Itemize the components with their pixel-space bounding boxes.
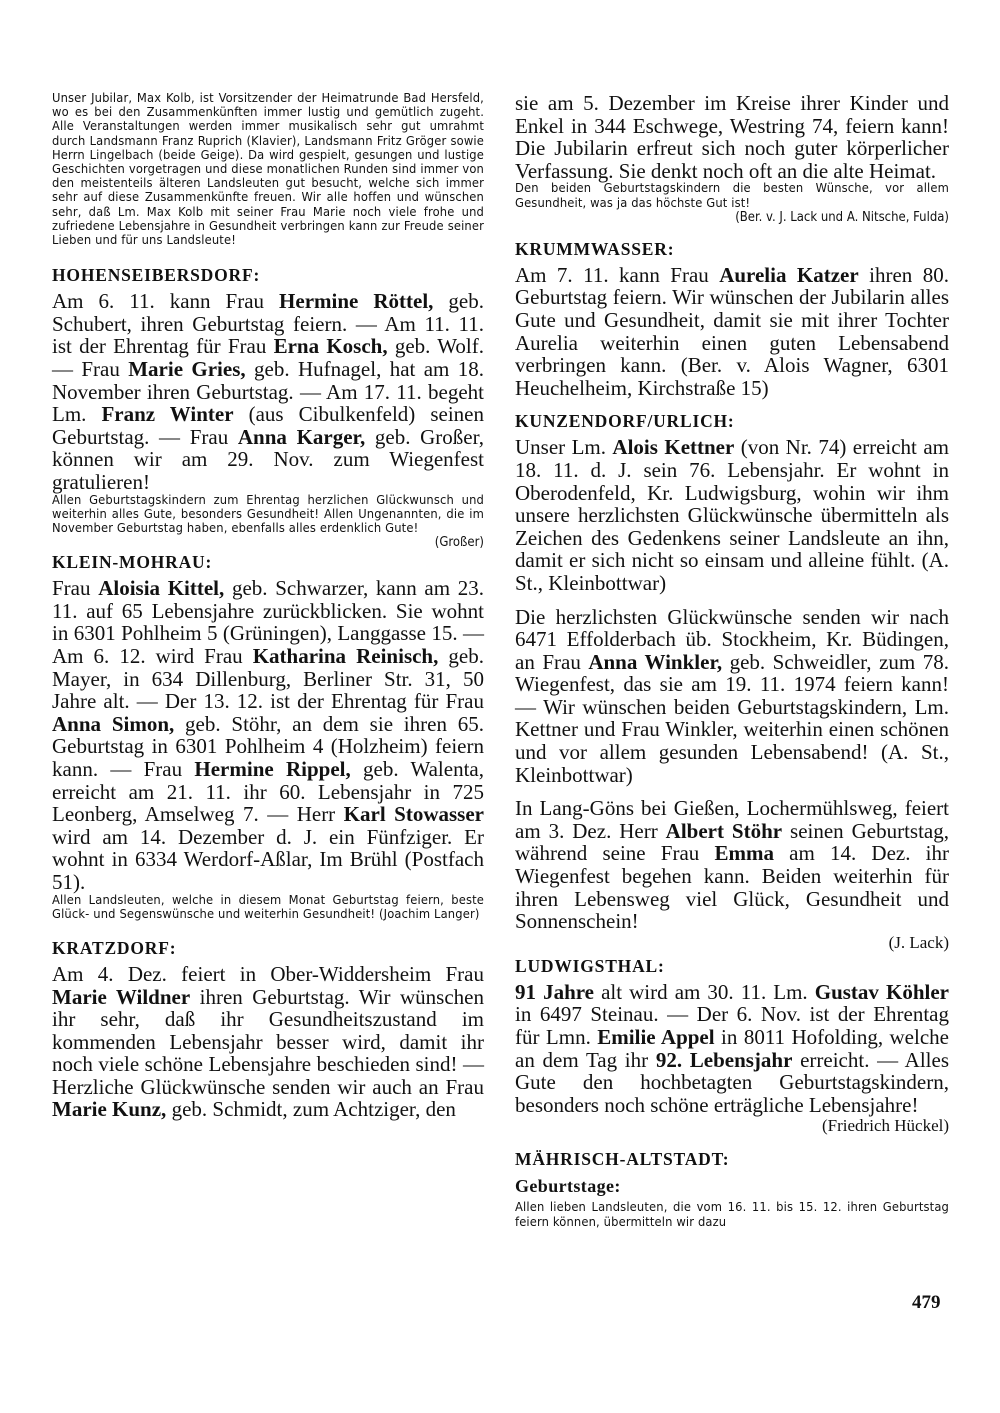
page-number: 479 <box>912 1292 941 1313</box>
hohenseibersdorf-text: Am 6. 11. kann Frau Hermine Röttel, geb. Schubert, ihren Geburtstag feiern. — Am 11. 11. ist der Ehrentag für Frau Erna Kosch, geb. Wolf. — Frau Marie Gries, geb. Hufnagel, hat am 18. November ihren Geburtstag. — Am 17. 11. begeht Lm. Franz Winter (aus Cibulkenfeld) seinen Geburtstag. — Frau Anna Karger, geb. Großer, können wir am 29. Nov. zum Wiegenfest gratulieren! <box>52 289 484 494</box>
ludwigsthal-text: 91 Jahre alt wird am 30. 11. Lm. Gustav Köhler in 6497 Steinau. — Der 6. Nov. ist der Ehrentag für Lmn. Emilie Appel in 8011 Hofolding, welche an dem Tag ihr 92. Lebensjahr erreicht. — Alles Gute den hochbetagten Geburtstagskindern, besonders noch schöne erträgliche Lebensjahre! <box>515 979 949 1117</box>
kunzendorf-text-2: Die herzlichsten Glückwünsche senden wir nach 6471 Effolderbach üb. Stockheim, Kr. Büdingen, an Frau Anna Winkler, geb. Schweidler, zum 78. Wiegenfest, das sie am 19. 11. 1974 feiern kann! — Wir wünschen beiden Geburtstagskindern, Lm. Kettner und Frau Winkler, weiterhin einen schönen und vor allem gesunden Lebensabend! (A. St., Kleinbottwar) <box>515 604 949 787</box>
right-column <box>515 92 949 1230</box>
left-column <box>52 92 484 1121</box>
continuation-note: Den beiden Geburtstagskindern die besten Wünsche, vor allem Gesundheit, was ja das höchste Gut ist! <box>515 181 949 211</box>
klein-mohrau-note: Allen Landsleuten, welche in diesem Monat Geburtstag feiern, beste Glück- und Segenswünsche und weiterhin Gesundheit! (Joachim Langer) <box>52 892 484 922</box>
ludwigsthal-credit: (Friedrich Hückel) <box>822 1116 949 1136</box>
kunzendorf-text-3: In Lang-Göns bei Gießen, Lochermühlsweg, feiert am 3. Dez. Herr Albert Stöhr seinen Geburtstag, während seine Frau Emma am 14. Dez. ihr Wiegenfest begehen kann. Beiden weiterhin für ihren Lebensweg viel Glück, Gesundheit und Sonnenschein! <box>515 796 949 934</box>
continuation-text: sie am 5. Dezember im Kreise ihrer Kinder und Enkel in 344 Eschwege, Westring 74, feiern kann! Die Jubilarin erfreut sich noch guter körperlicher Verfassung. Sie denkt noch oft an die alte Heimat. <box>515 91 949 183</box>
heading-klein-mohrau: KLEIN-MOHRAU: <box>52 552 213 573</box>
hohenseibersdorf-note: Allen Geburtstagskindern zum Ehrentag herzlichen Glückwunsch und weiterhin alles Gute, besonders Gesundheit! Allen Ungenannten, die im November Geburtstag haben, ebenfalls alles erdenklich Gute! <box>52 492 484 536</box>
heading-ludwigsthal: LUDWIGSTHAL: <box>515 955 665 976</box>
hohenseibersdorf-credit: (Großer) <box>434 535 484 551</box>
continuation-credit: (Ber. v. J. Lack und A. Nitsche, Fulda) <box>735 209 949 225</box>
heading-maehrisch-altstadt: MÄHRISCH-ALTSTADT: <box>515 1149 730 1170</box>
heading-hohenseibersdorf: HOHENSEIBERSDORF: <box>52 265 261 286</box>
klein-mohrau-text: Frau Aloisia Kittel, geb. Schwarzer, kann am 23. 11. auf 65 Lebensjahre zurückblicken. Sie wohnt in 6301 Pohlheim 5 (Grüningen), Langgasse 15. — Am 6. 12. wird Frau Katharina Reinisch, geb. Mayer, in 634 Dillenburg, Berliner Str. 31, 50 Jahre alt. — Der 13. 12. ist der Ehrentag für Frau Anna Simon, geb. Stöhr, an dem sie ihren 65. Geburtstag in 6301 Pohlheim 4 (Holzheim) feiern kann. — Frau Hermine Rippel, geb. Walenta, erreicht am 21. 11. ihr 60. Lebensjahr in 725 Leonberg, Amselweg 7. — Herr Karl Stowasser wird am 14. Dezember d. J. ein Fünfziger. Er wohnt in 6334 Werdorf-Aßlar, Im Brühl (Postfach 51). <box>52 576 485 894</box>
intro-paragraph: Unser Jubilar, Max Kolb, ist Vorsitzender der Heimatrunde Bad Hersfeld, wo es bei den Zusammenkünften immer lustig und gemütlich zugeht. Alle Veranstaltungen werden immer musikalisch sehr gut umrahmt durch Landsmann Franz Ruprich (Klavier), Landsmann Fritz Gröger sowie Herrn Lingelbach (beide Geige). Da wird gespielt, gesungen und lustige Geschichten vorgetragen und diese monatlichen Runden sind immer von den meistenteils älteren Landsleuten gut besucht, welche sich immer sehr auf diese Zusammenkünfte freuen. Wir alle hoffen und wünschen sehr, daß Lm. Max Kolb mit seiner Frau Marie noch viele frohe und zufriedene Lebensjahre in Gesundheit verbringen kann zur Freude seiner Lieben und für uns Landsleute! <box>52 91 484 249</box>
heading-kunzendorf-urlich: KUNZENDORF/URLICH: <box>515 411 735 432</box>
heading-krummwasser: KRUMMWASSER: <box>515 238 675 259</box>
heading-kratzdorf: KRATZDORF: <box>52 937 177 958</box>
kratzdorf-text: Am 4. Dez. feiert in Ober-Widdersheim Frau Marie Wildner ihren Geburtstag. Wir wünschen ihr sehr, daß ihr Gesundheitszustand im kommenden Lebensjahr besser wird, damit ihr noch viele schöne Lebensjahre beschieden sind! — Herzliche Glückwünsche senden wir auch an Frau Marie Kunz, geb. Schmidt, zum Achtziger, den <box>52 961 484 1122</box>
subheading-geburtstage: Geburtstage: <box>515 1176 621 1197</box>
kunzendorf-text-1: Unser Lm. Alois Kettner (von Nr. 74) erreicht am 18. 11. d. J. sein 76. Lebensjahr. Er wohnt in Oberodenfeld, Kr. Ludwigsburg, wohin wir ihm unsere herzlichsten Glückwünsche übermitteln als Zeichen des Gedenkens seiner Landsleute an ihn, damit er sich nicht so einsam und alleine fühlt. (A. St., Kleinbottwar) <box>515 435 949 595</box>
maehrisch-altstadt-note: Allen lieben Landsleuten, die vom 16. 11. bis 15. 12. ihren Geburtstag feiern können, übermitteln wir dazu <box>515 1200 949 1230</box>
kunzendorf-credit: (J. Lack) <box>888 932 949 952</box>
krummwasser-text: Am 7. 11. kann Frau Aurelia Katzer ihren 80. Geburtstag feiern. Wir wünschen der Jubilarin alles Gute und Gesundheit, damit sie mit ihrer Tochter Aurelia weiterhin einen guten Lebensabend verbringen kann. (Ber. v. Alois Wagner, 6301 Heuchelheim, Kirchstraße 15) <box>515 262 949 400</box>
